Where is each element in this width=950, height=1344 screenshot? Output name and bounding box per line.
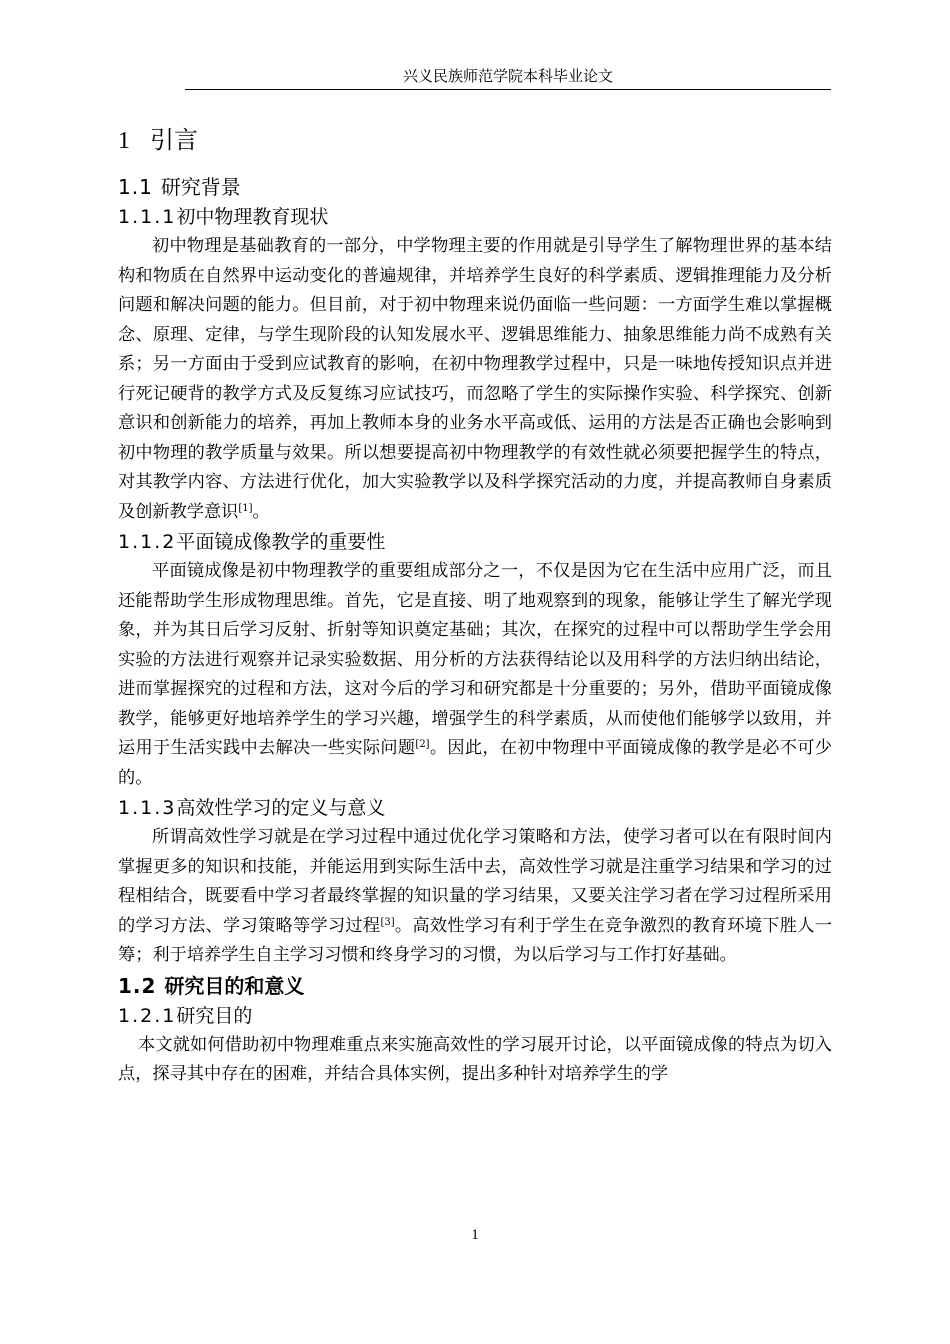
page-number: 1 — [471, 1227, 479, 1243]
subsection-title: 平面镜成像教学的重要性 — [176, 531, 386, 553]
paragraph-text: 平面镜成像是初中物理教学的重要组成部分之一，不仅是因为它在生活中应用广泛，而且还能帮助学生形成物理思维。首先，它是直接、明了地观察到的现象，能够让学生了解光学现象，并为其日后学习反射、折射等知识奠定基础；其次，在探究的过程中可以帮助学生学会用实验的方法进行观察并记录实验数据、用分析的方法获得结论以及用科学的方法归纳出结论，进而掌握探究的过程和方法，这对今后的学习和研究都是十分重要的；另外，借助平面镜成像教学，能够更好地培养学生的学习兴趣，增强学生的科学素质，从而使他们能够学以致用，并运用于生活实践中去解决一些实际问题 — [118, 561, 832, 758]
subsection-number: 1.2.1 — [118, 1004, 177, 1027]
subsection-number: 1.1.2 — [118, 531, 177, 553]
section-heading-1-1 — [118, 172, 832, 202]
subsection-number: 1.1.1 — [118, 206, 177, 228]
subsection-heading-1-1-1 — [118, 202, 832, 232]
chapter-title: 引言 — [150, 126, 198, 154]
section-number: 1.1 — [118, 175, 153, 199]
subsection-heading-1-1-2 — [118, 527, 832, 557]
section-heading-1-2 — [118, 971, 832, 1001]
section-number: 1.2 — [118, 973, 157, 998]
paragraph-tail: 。高效性学习有利于学生在竞争激烈的教育环境下胜人一筹；利于培养学生自主学习习惯和终身学习的习惯，为以后学习与工作打好基础。 — [118, 915, 832, 965]
paragraph-text: 所谓高效性学习就是在学习过程中通过优化学习策略和方法，使学习者可以在有限时间内掌握更多的知识和技能，并能运用到实际生活中去，高效性学习就是注重学习结果和学习的过程相结合，既要看中学习者最终掌握的知识量的学习结果，又要关注学习者在学习过程所采用的学习方法、学习策略等学习过程 — [118, 827, 832, 936]
page-content — [118, 118, 832, 1090]
page-header: 兴义民族师范学院本科毕业论文 — [402, 67, 613, 85]
subsection-title: 初中物理教育现状 — [176, 206, 329, 228]
subsection-number: 1.1.3 — [118, 797, 177, 819]
subsection-heading-1-2-1 — [118, 1001, 832, 1031]
citation-ref: [1] — [238, 502, 253, 514]
paragraph-tail: 。因此，在初中物理中平面镜成像的教学是必不可少的。 — [118, 738, 832, 788]
paragraph-physics-education — [118, 232, 832, 527]
paragraph-mirror-imaging — [118, 557, 832, 793]
chapter-number: 1 — [118, 128, 130, 154]
section-title: 研究背景 — [160, 175, 241, 199]
header-rule — [185, 89, 831, 90]
citation-ref: [3] — [380, 916, 395, 928]
section-title: 研究目的和意义 — [164, 973, 305, 998]
subsection-title: 高效性学习的定义与意义 — [176, 797, 386, 819]
paragraph-tail: 。 — [252, 501, 270, 522]
paragraph-research-purpose — [118, 1031, 832, 1090]
chapter-heading — [118, 118, 832, 162]
subsection-heading-1-1-3 — [118, 793, 832, 823]
subsection-title: 研究目的 — [176, 1004, 253, 1027]
paragraph-text: 初中物理是基础教育的一部分，中学物理主要的作用就是引导学生了解物理世界的基本结构和物质在自然界中运动变化的普遍规律，并培养学生良好的科学素质、逻辑推理能力及分析问题和解决问题的能力。但目前，对于初中物理来说仍面临一些问题：一方面学生难以掌握概念、原理、定律，与学生现阶段的认知发展水平、逻辑思维能力、抽象思维能力尚不成熟有关系；另一方面由于受到应试教育的影响，在初中物理教学过程中，只是一味地传授知识点并进行死记硬背的教学方式及反复练习应试技巧，而忽略了学生的实际操作实验、科学探究、创新意识和创新能力的培养，再加上教师本身的业务水平高或低、运用的方法是否正确也会影响到初中物理的教学质量与效果。所以想要提高初中物理教学的有效性就必须要把握学生的特点，对其教学内容、方法进行优化，加大实验教学以及科学探究活动的力度，并提高教师自身素质及创新教学意识 — [118, 236, 832, 522]
paragraph-efficient-learning — [118, 823, 832, 971]
citation-ref: [2] — [415, 739, 430, 750]
paragraph-text: 本文就如何借助初中物理难重点来实施高效性的学习展开讨论，以平面镜成像的特点为切入点，探寻其中存在的困难，并结合具体实例，提出多种针对培养学生的学 — [118, 1034, 832, 1084]
